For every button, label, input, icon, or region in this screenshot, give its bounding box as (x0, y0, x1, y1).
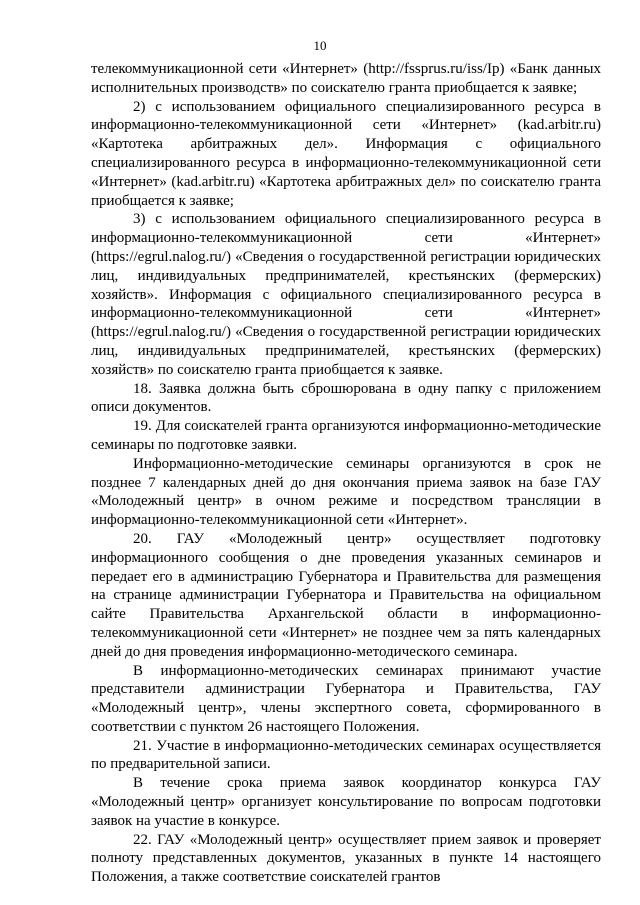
paragraph-item-2: 2) с использованием официального специализированного ресурса в информационно-телекоммуникационной сети «Интернет» (kad.arbitr.ru) «Картотека арбитражных дел». Информация с официального специализированного ресурса в информационно-телекоммуникационной сети «Интернет» (kad.arbitr.ru) «Картотека арбитражных дел» по соискателю гранта приобщается к заявке; (91, 98, 601, 209)
paragraph-21-consulting: В течение срока приема заявок координатор конкурса ГАУ «Молодежный центр» организует консультирование по вопросам подготовки заявок на участие в конкурсе. (91, 775, 601, 829)
paragraph-19: 19. Для соискателей гранта организуются информационно-методические семинары по подготовке заявки. (91, 418, 601, 453)
paragraph-22: 22. ГАУ «Молодежный центр» осуществляет прием заявок и проверяет полноту представленных документов, указанных в пункте 14 настоящего Положения, а также соответствие соискателей грантов (91, 831, 601, 886)
paragraph-18: 18. Заявка должна быть сброшюрована в одну папку с приложением описи документов. (91, 380, 601, 416)
paragraph-item-3: 3) с использованием официального специализированного ресурса в информационно-телекоммуникационной сети «Интернет» (https://egrul.nalog.ru/) «Сведения о государственной регистрации юридических лиц, индивидуальных предпринимателей, крестьянских (фермерских) хозяйств». Информация с официального специализированного ресурса в информационно-телекоммуникационной сети «Интернет» (https://egrul.nalog.ru/) «Сведения о государственной регистрации юридических лиц, индивидуальных предпринимателей, крестьянских (фермерских) хозяйств» по соискателю гранта приобщается к заявке. (91, 211, 601, 378)
paragraph-21: 21. Участие в информационно-методических семинарах осуществляется по предварительной записи. (91, 737, 601, 773)
paragraph-20-participants: В информационно-методических семинарах принимают участие представители администрации Губернатора и Правительства, ГАУ «Молодежный центр», члены экспертного совета, сформированного в соответствии с пунктом 26 настоящего Положения. (91, 662, 601, 735)
paragraph-19-seminars-term: Информационно-методические семинары организуются в срок не позднее 7 календарных дней до дня окончания приема заявок на базе ГАУ «Молодежный центр» в очном режиме и посредством трансляции в информационно-телекоммуникационной сети «Интернет». (91, 455, 601, 529)
paragraph-20: 20. ГАУ «Молодежный центр» осуществляет подготовку информационного сообщения о дне проведения указанных семинаров и передает его в администрацию Губернатора и Правительства для размещения на странице администрации Губернатора и Правительства на официальном сайте Правительства Архангельской области в информационно-телекоммуникационной сети «Интернет» не позднее чем за пять календарных дней до дня проведения информационно-методического семинара. (91, 530, 601, 660)
paragraph-continuation: телекоммуникационной сети «Интернет» (http://fssprus.ru/iss/Ip) «Банк данных исполнительных производств» по соискателю гранта приобщается к заявке; (91, 61, 601, 96)
document-body (91, 60, 601, 887)
page-number: 10 (313, 38, 327, 53)
